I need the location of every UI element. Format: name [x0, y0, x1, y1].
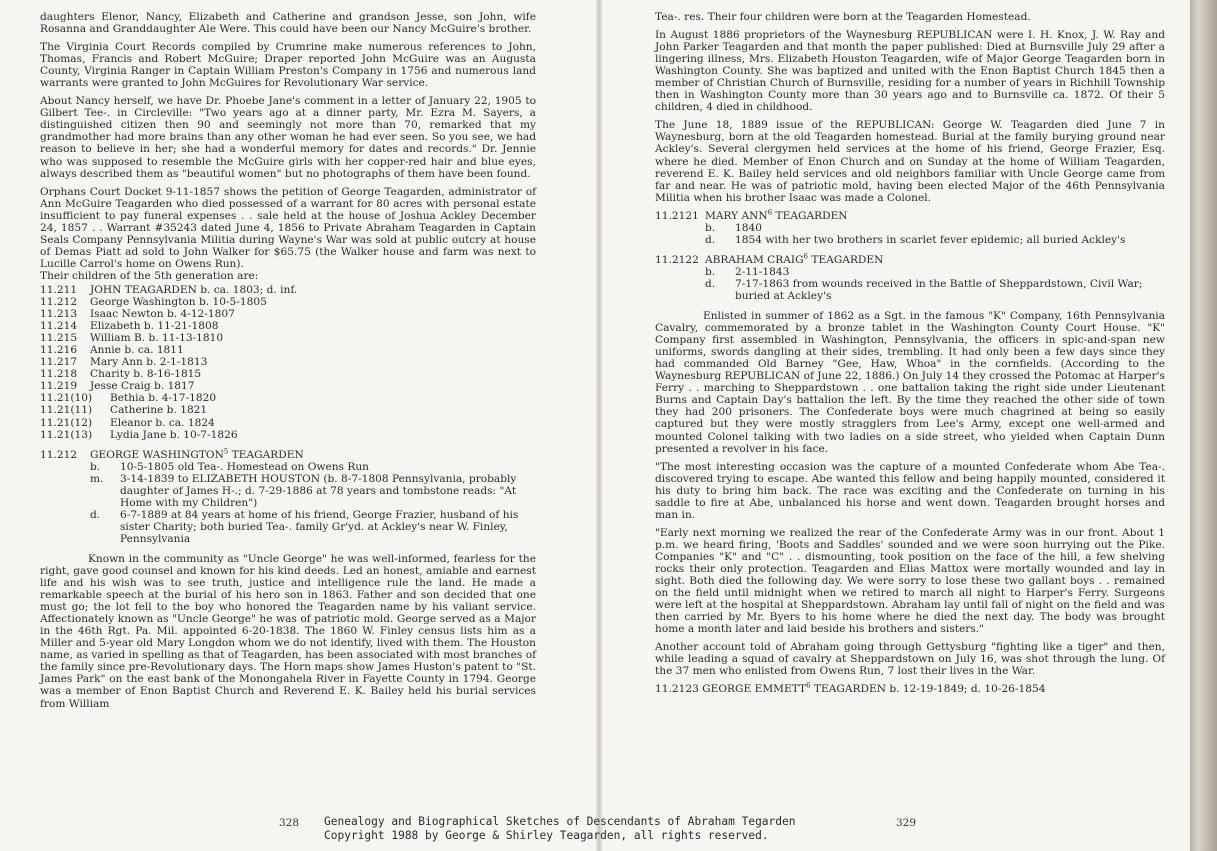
entry-text: Lydia Jane b. 10-7-1826: [110, 428, 238, 441]
generation-superscript: 6: [803, 252, 809, 261]
generation-superscript: 6: [806, 681, 811, 690]
entry-line: [655, 222, 1165, 234]
paragraph: daughters Elenor, Nancy, Elizabeth and Catherine and grandson Jesse, son John, wife Rosanna and Granddaughter Ale Were. This could have been our Nancy McGuire's brother.: [40, 11, 536, 36]
paragraph: In August 1886 proprietors of the Waynesburg REPUBLICAN were I. H. Knox, J. W. Ray and John Parker Teagarden and that month the paper published: Died at Burnsville July 29 after a lingering illness, Mrs. Elizabeth Houston Teagarden, wife of Major George Teagarden born in Washington County. She was baptized and united with the Enon Baptist Church 1845 then a member of Christian Church of Burnsville, residing for a number of years in Richhill Township then in Washington County more than 30 years ago and to Burnsville ca. 1872. Of their 5 children, 4 died in childhood.: [655, 29, 1165, 114]
line-text: 1854 with her two brothers in scarlet fever epidemic; all buried Ackley's: [735, 233, 1126, 246]
right-text-column: [655, 11, 1165, 701]
entry-text: Isaac Newton b. 4-12-1807: [90, 308, 235, 321]
entry-text: Mary Ann b. 2-1-1813: [90, 356, 208, 369]
generation-superscript: 5: [223, 447, 229, 456]
entry-text: 11.2123 GEORGE EMMETT: [655, 683, 807, 696]
name-part: ABRAHAM CRAIG: [705, 253, 804, 266]
entry-number: 11.2122: [655, 253, 699, 266]
name-part: TEAGARDEN: [228, 448, 304, 461]
entry-name: [90, 449, 304, 461]
book-gutter: [595, 0, 603, 851]
entry-number: 11.212: [40, 448, 78, 461]
name-part: TEAGARDEN: [808, 253, 884, 266]
person-entry: [655, 254, 1165, 302]
entry-text: Annie b. ca. 1811: [90, 344, 184, 357]
list-item: [40, 344, 536, 356]
name-part: MARY ANN: [705, 209, 768, 222]
entry-number: 11.213: [40, 308, 78, 321]
paragraph: The Virginia Court Records compiled by Crumrine make numerous references to John, Thomas, Francis and Robert McGuire; Draper reported John McGuire was an Augusta County, Virginia Ranger in Captain William Preston's Company in 1756 and numerous land warrants were granted to John McGuires for Revolutionary War service.: [40, 41, 536, 90]
entry-number: 11.21(13): [40, 428, 93, 441]
line-text: 10-5-1805 old Tea-. Homestead on Owens Run: [120, 460, 369, 473]
generation-superscript: 6: [767, 208, 773, 217]
entry-number: 11.21(10): [40, 392, 93, 405]
list-item: [40, 308, 536, 320]
entry-heading: [40, 449, 536, 461]
entry-text: Catherine b. 1821: [110, 404, 208, 417]
paragraph: Enlisted in summer of 1862 as a Sgt. in the famous "K" Company, 16th Pennsylvania Cavalry, commemorated by a bronze tablet in the Washington County Court House. "K" Company first assembled in Washington, Pennsylvania, the officers in spic-and-span new uniforms, swords dangling at their sides, trembling. It had only been a few days since they had commanded Old Barney "Gee, Haw, Whoa" in the cornfields. (According to the Waynesburg REPUBLICAN of June 22, 1886.) On July 14 they crossed the Potomac at Harper's Ferry . . marching to Sheppardstown . . one battalion taking the right side under Lieutenant Burns and Captain Day's battalion the left. By the time they reached the other side of town they had 200 prisoners. The Confederate boys were much chagrined at being so easily captured but they were mostly stragglers from Lee's Army, except one well-armed and mounted Colonel talking with two ladies on a side street, who yielded when Captain Dunn presented a revolver in his face.: [655, 310, 1165, 455]
list-item: [40, 380, 536, 392]
line-label: d.: [705, 233, 716, 246]
entry-line: [655, 234, 1165, 246]
paragraph: The June 18, 1889 issue of the REPUBLICAN: George W. Teagarden died June 7 in Waynesburg, born at the old Teagarden homestead. Burial at the family burying ground near Ackley's. Several clergymen held services at the home of his friend, George Frazier, Esq. where he died. Member of Enon Church and on Sunday at the home of William Teagarden, reverend E. K. Bailey held services and old neighbors familiar with Uncle George came from far and near. He was of patriotic mold, having been elected Major of the 46th Pennsylvania Militia when his brother Isaac was made a Colonel.: [655, 119, 1165, 204]
footer-title: Genealogy and Biographical Sketches of Descendants of Abraham Tegarden: [324, 815, 796, 828]
person-entry: [40, 449, 536, 545]
entry-number: 11.21(11): [40, 404, 93, 417]
paragraph: About Nancy herself, we have Dr. Phoebe Jane's comment in a letter of January 22, 1905 to Gilbert Tee-. in Circleville: "Two years ago at a dinner party, Mr. Ezra M. Sayers, a distinguished citizen then 90 and seemingly not more than 70, remarked that my grandmother had more brains than any other woman he had ever seen. So you see, we had reason to believe in her; she had a wonderful memory for dates and records." Dr. Jennie who was supposed to resemble the McGuire girls with her copper-red hair and blue eyes, always described them as "beautiful women" but no photographs of them have been found.: [40, 95, 536, 180]
entry-number: 11.217: [40, 356, 78, 369]
entry-line: [40, 461, 536, 473]
line-text: 7-17-1863 from wounds received in the Battle of Sheppardstown, Civil War; buried at Ackley's: [735, 277, 1143, 302]
entry-text: Jesse Craig b. 1817: [90, 380, 195, 393]
entry-line: [655, 278, 1165, 302]
person-entry: [655, 210, 1165, 246]
line-label: b.: [705, 221, 716, 234]
entry-text: George Washington b. 10-5-1805: [90, 296, 267, 309]
entry-line: [40, 509, 536, 545]
entry-line: [40, 473, 536, 509]
entry-number: 11.214: [40, 320, 78, 333]
entry-number: 11.218: [40, 368, 78, 381]
entry-number: 11.2121: [655, 209, 699, 222]
paragraph: Another account told of Abraham going through Gettysburg "fighting like a tiger" and then, while leading a squad of cavalry at Sheppardstown on July 16, was shot through the lung. Of the 37 men who enlisted from Owens Run, 7 lost their lives in the War.: [655, 641, 1165, 678]
list-item: [40, 429, 536, 441]
list-item: [40, 417, 536, 429]
paragraph: "Early next morning we realized the rear of the Confederate Army was in our front. About 1 p.m. we heard firing, 'Boots and Saddles' sounded and we were soon hurrying out the Pike. Companies "K" and "C" . . dismounting, took position on the face of the hill, a few shelving rocks their only protection. Teagarden and Elias Mattox were mortally wounded and lay in sight. Both died the following day. We were sorry to lose these two gallant boys . . remained on the field until midnight when we retired to march all night to Harper's Ferry. Surgeons were left at the hospital at Sheppardstown. Abraham lay until fall of night on the field and was then carried by Mr. Byers to his home where he died the next day. The body was brought home a month later and laid beside his brothers and sisters.": [655, 526, 1165, 636]
line-text: 6-7-1889 at 84 years at home of his friend, George Frazier, husband of his sister Charity; both buried Tea-. family Gr'yd. at Ackley's near W. Finley, Pennsylvania: [120, 508, 519, 545]
entry-number: 11.216: [40, 344, 78, 357]
children-list: [40, 284, 536, 441]
entry-text: Charity b. 8-16-1815: [90, 368, 202, 381]
line-label: b.: [90, 460, 101, 473]
line-text: 1840: [735, 221, 762, 234]
entry-line: [655, 266, 1165, 278]
paragraph: Known in the community as "Uncle George" he was well-informed, fearless for the right, gave good counsel and known for his kind deeds. Led an honest, amiable and earnest life and his wish was to see truth, justice and intelligence rule the land. He made a remarkable speech at the burial of his hero son in 1863. Father and son decided that one must go; the lot fell to the boy who honored the Teagarden name by his valiant service. Affectionately known as "Uncle George" he was of patriotic mold. George served as a Major in the 46th Rgt. Pa. Mil. appointed 6-20-1838. The 1860 W. Finley census lists him as a Miller and 5-year old Mary Longdon whom we do not identify, lived with them. The Houston name, as varied in spelling as that of Teagarden, has been associated with most branches of the family since pre-Revolutionary days. The Horn maps show James Huston's patent to "St. James Park" on the east bank of the Monongahela River in Fayette County in 1794. George was a member of Enon Baptist Church and Reverend E. K. Bailey held his burial services from William: [40, 552, 536, 710]
paragraph: Orphans Court Docket 9-11-1857 shows the petition of George Teagarden, administrator of Ann McGuire Teagarden who died possessed of a warrant for 80 acres with personal estate insufficient to pay funeral expenses . . sale held at the house of Joshua Ackley December 24, 1857 . . Warrant #35243 dated June 4, 1856 to Private Abraham Teagarden in Captain Seals Company Pennsylvania Militia during Wayne's War was sold at public outcry at house of Demas Piatt ad sold to John Walker for $65.75 (the Walker house and farm was next to Lucille Carrol's home on Owens Run).: [40, 185, 536, 270]
entry-text: Elizabeth b. 11-21-1808: [90, 320, 219, 333]
entry-name: [705, 210, 848, 222]
line-text: 2-11-1843: [735, 265, 790, 278]
list-item: [40, 284, 536, 296]
generation-intro: Their children of the 5th generation are:: [40, 269, 259, 282]
entry-heading: [655, 254, 1165, 266]
line-text: 3-14-1839 to ELIZABETH HOUSTON (b. 8-7-1808 Pennsylvania, probably daughter of James H-.; d. 7-29-1886 at 78 years and tombstone reads: "At Home with my Children"): [120, 472, 517, 509]
entry-number: 11.211: [40, 283, 78, 296]
entry-number: 11.215: [40, 332, 78, 345]
list-item: [40, 368, 536, 380]
list-item: [40, 404, 536, 416]
line-label: b.: [705, 265, 716, 278]
paragraph: Tea-. res. Their four children were born at the Teagarden Homestead.: [655, 11, 1031, 23]
paragraph: "The most interesting occasion was the capture of a mounted Confederate whom Abe Tea-. discovered trying to escape. Abe wanted this fellow and being happily mounted, considered it his duty to bring him back. The race was exciting and the Confederate on turning in his saddle to fire at Abe, unbalanced his horse and went down. Teagarden brought horses and man in.: [655, 460, 1165, 521]
entry-text: William B. b. 11-13-1810: [90, 332, 224, 345]
entry-heading: [655, 210, 1165, 222]
left-text-column: [40, 11, 536, 716]
list-item: [40, 296, 536, 308]
line-label: d.: [705, 277, 716, 290]
name-part: TEAGARDEN: [772, 209, 848, 222]
entry-number: 11.21(12): [40, 416, 93, 429]
line-label: m.: [90, 472, 104, 485]
list-item: [40, 356, 536, 368]
entry-text: Bethia b. 4-17-1820: [110, 392, 217, 405]
entry-text: JOHN TEAGARDEN b. ca. 1803; d. inf.: [90, 283, 298, 296]
name-part: GEORGE WASHINGTON: [90, 448, 224, 461]
entry-text: Eleanor b. ca. 1824: [110, 416, 215, 429]
entry-number: 11.212: [40, 296, 78, 309]
entry-text: TEAGARDEN b. 12-19-1849; d. 10-26-1854: [810, 683, 1046, 696]
entry-number: 11.219: [40, 380, 78, 393]
page-number-left: 328: [279, 817, 300, 829]
line-label: d.: [90, 508, 101, 521]
list-item: [40, 320, 536, 332]
list-item: [40, 392, 536, 404]
entry-name: [705, 254, 883, 266]
page-number-right: 329: [896, 817, 917, 829]
footer-copyright: Copyright 1988 by George & Shirley Teagarden, all rights reserved.: [324, 829, 769, 842]
closing-entry: [655, 683, 1165, 695]
page-edges: [1190, 0, 1217, 851]
list-item: [40, 332, 536, 344]
